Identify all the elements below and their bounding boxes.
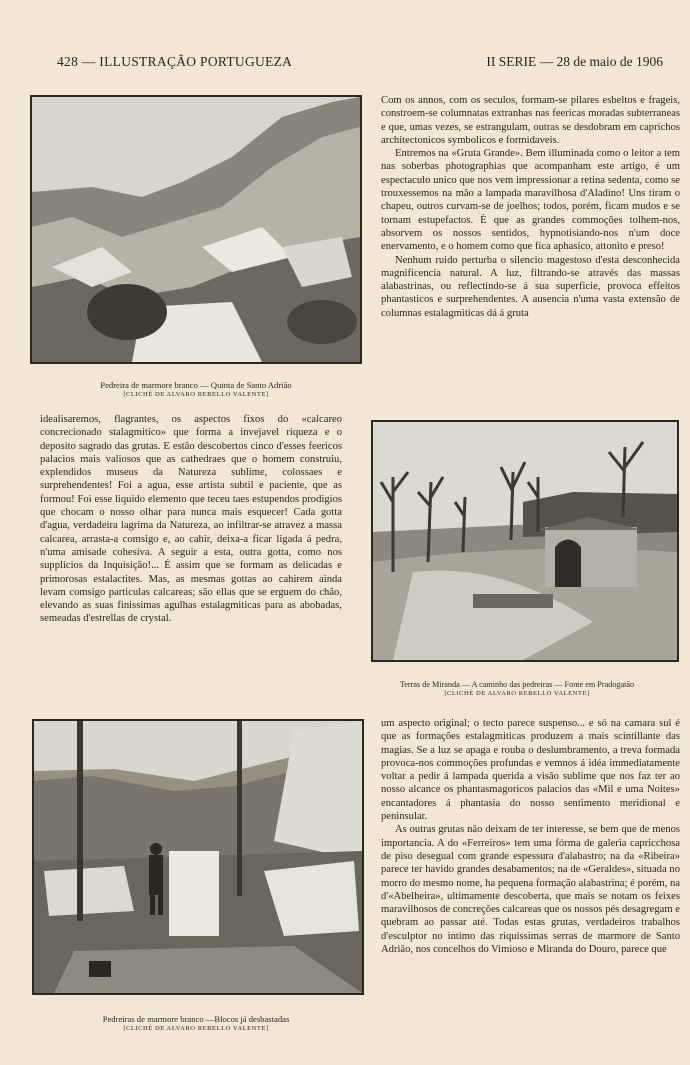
photo-fonte-pradogatao: [371, 420, 679, 662]
figure-2-caption-text: Terras de Miranda — A caminho das pedreiras — Fonte em Pradogatão: [399, 680, 635, 689]
photo-quarry-santo-adriao: [30, 95, 362, 364]
article-text-block-1: [381, 94, 680, 400]
figure-3-caption: [32, 1014, 360, 1033]
photo-fountain-image: [373, 422, 677, 660]
paragraph: um aspecto original; o tecto parece suspenso... e só na camara sul é que as formações estalagmiticas produzem a mais scintillante das magias. Se a luz se apaga e rouba o deslumbramento, a treva formada provoca-nos commoções profundas e vemnos á idéa immediatamente voltar a pedir á lampada querida a visão sublime que nos faz ter ao nosso alcance os phantasmagoricos palacios das «Mil e uma Noites» encantadores á phantasia do nosso sentimento meridional e peninsular.: [381, 718, 680, 823]
issue-date: II SERIE — 28 de maio de 1906: [486, 54, 663, 69]
figure-3-credit: [CLICHÉ DE ALVARO REBELLO VALENTE]: [123, 1024, 269, 1032]
page-number-title: 428 — ILLUSTRAÇÃO PORTUGUEZA: [57, 54, 293, 69]
figure-2-credit: [CLICHÉ DE ALVARO REBELLO VALENTE]: [444, 690, 590, 698]
paragraph: Com os annos, com os seculos, formam-se pilares esbeltos e frageis, constroem-se columnatas extranhas nas feericas moradas subterraneas e que, umas vezes, se estrangulam, outras se desdobram em caprichos architectonicos symbolicos e formidaveis.: [381, 95, 680, 146]
photo-quarry-image: [32, 97, 360, 362]
paragraph: Entremos na «Gruta Grande». Bem illuminada como o leitor a tem nas soberbas photographias que acompanham este artigo, é um espectaculo unico que nos vem impressionar a retina sedenta, como se trouxessemos na mão a lampada maravilhosa d'Aladino! Uns tiram o chapeu, outros curvam-se de joelhos; todos, porém, ficam mudos e se tornam estupefactos. É que as grandes commoções tolhem-nos, absorvem os nossos sentidos, hypnotisiando-nos n'um doce enervamento, e o homem como que fica aphasico, attonito e preso!: [381, 148, 680, 253]
paragraph: Nenhum ruido perturba o silencio magestoso d'esta desconhecida magnificencia natural. A luz, filtrando-se através das massas alabastrinas, ou reflectindo-se á sua superficie, provoca effeitos phantasticos e surprehendentes. A ausencia n'uma vasta extensão de columnas estalagmiticas dá á gruta: [381, 254, 680, 319]
photo-blocks-image: [34, 721, 362, 993]
figure-1-caption: [30, 380, 362, 399]
paragraph: As outras grutas não deixam de ter interesse, se bem que de menos importancia. A do «Ferreiros» tem uma fórma de galeria capricchosa de piso desegual com grande espessura d'alabastro; na da «Ribeira» parece ter havido grandes desabamentos; na de «Geraldes», situada no morro do mesmo nome, ha pequena formação alabastrina; é porém, na d'«Abelheira», ultimamente descoberta, que mais se notam os feixes maravilhosos de concreções calcareas que os nossos pés desagregam e quebram ao passar até. Todas estas grutas, verdadeiros trabalhos d'esculptor no intimo das riquissimas serras de marmore de Santo Adrião, nos concelhos do Vimioso e Miranda do Douro, parece que: [381, 824, 680, 956]
figure-2-caption: [348, 680, 686, 698]
figure-3-caption-text: Pedreiras de marmore branco —Blocos já desbastadas: [102, 1014, 290, 1024]
article-text-block-2: [40, 413, 342, 698]
page-header: [0, 54, 690, 74]
photo-blocos-desbastados: [32, 719, 364, 995]
figure-1-credit: [CLICHÉ DE ALVARO REBELLO VALENTE]: [123, 390, 269, 398]
article-text-block-3: [381, 717, 680, 1037]
paragraph: idealisaremos, flagrantes, os aspectos fixos do «calcareo concrecionado stalagmitico» que forma a invejavel riqueza e o deposito sagrado das grutas. E estão descobertos cinco d'esses feericos palacios mais valiosos que as cathedraes que o homem construiu, explendidos museus da Natureza sublime, colossaes e surprehendentes! Foi a agua, esse artista subtil e paciente, que as formou! Foi esse liquido elemento que teceu taes estupendos prodigios que chocam o nosso olhar para nunca mais esquecer! Cada gotta d'agua, verdadeira lagrima da Natureza, ao infiltrar-se atravez a massa calcarea, arrasta-a comsigo e, ao cahir, deixa-a ficar ligada á pedra, n'uma amisade cohesiva. A seguir a esta, outra gotta, como nos supplicios da Inquisição!... É assim que se formam as delicadas e primorosas estalactites. Mas, as mesmas gottas ao cahirem ainda levam comsigo particulas calcareas; são ellas que se erguem do chão, elevando as suas finissimas agulhas estalagmiticas para as abobadas, semeadas d'estrellas de crystal.: [40, 414, 342, 625]
figure-1-caption-text: Pedreira de marmore branco — Quinta de Santo Adrião: [100, 380, 292, 390]
